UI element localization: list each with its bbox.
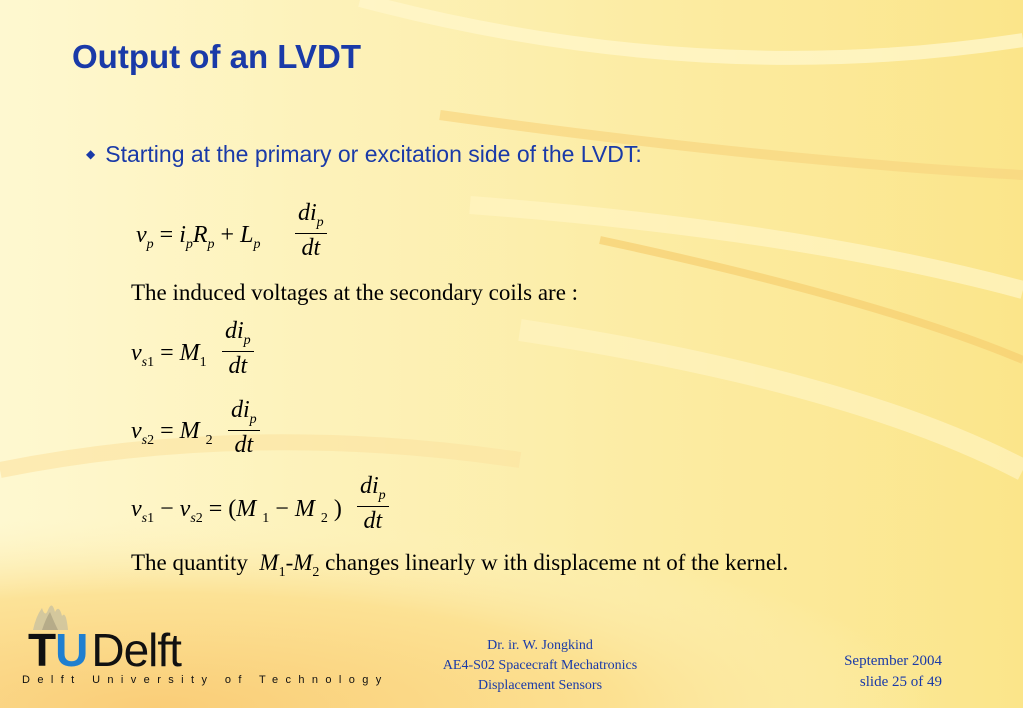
equation-primary: $v_p = i_pR_p + L_p$ [136, 222, 261, 252]
equation-vs2: $v_{s2} = M$ $_2$ [131, 418, 213, 448]
equation-difference: $v_{s1} - v_{s2} = (M$ $_1$ − M $_2$ ) [131, 496, 342, 526]
fraction-dip-dt: $di_p$ dt [295, 200, 327, 262]
footer-author: Dr. ir. W. Jongkind [487, 638, 593, 653]
fraction-dip-dt: $di_p$ dt [228, 397, 260, 459]
fraction-dip-dt: $di_p$ dt [222, 318, 254, 380]
footer-course: AE4-S02 Spacecraft Mechatronics [442, 658, 638, 673]
diamond-bullet-icon: ◆ [86, 147, 96, 161]
equation-vs1: $v_{s1} = M_1$ [131, 340, 207, 370]
footer-date: September 2004 [844, 653, 942, 669]
slide-number: slide 25 of 49 [859, 674, 942, 690]
slide-title: Output of an LVDT [72, 38, 361, 75]
logo-tagline: Delft University of Technology [22, 674, 389, 686]
bullet-text: Starting at the primary or excitation side of the LVDT: [105, 141, 642, 167]
footer-topic: Displacement Sensors [477, 678, 603, 693]
tu-delft-logo: TUDelft [28, 624, 181, 676]
induced-voltages-text: The induced voltages at the secondary coils are : [131, 280, 579, 305]
bullet-item [86, 141, 642, 168]
footer-meta [844, 651, 942, 693]
footer-info [410, 636, 670, 696]
conclusion-text: The quantity $M_1-M_2$ changes linearly w ith displaceme nt of the kernel. [131, 550, 789, 580]
fraction-dip-dt: $di_p$ dt [357, 473, 389, 535]
